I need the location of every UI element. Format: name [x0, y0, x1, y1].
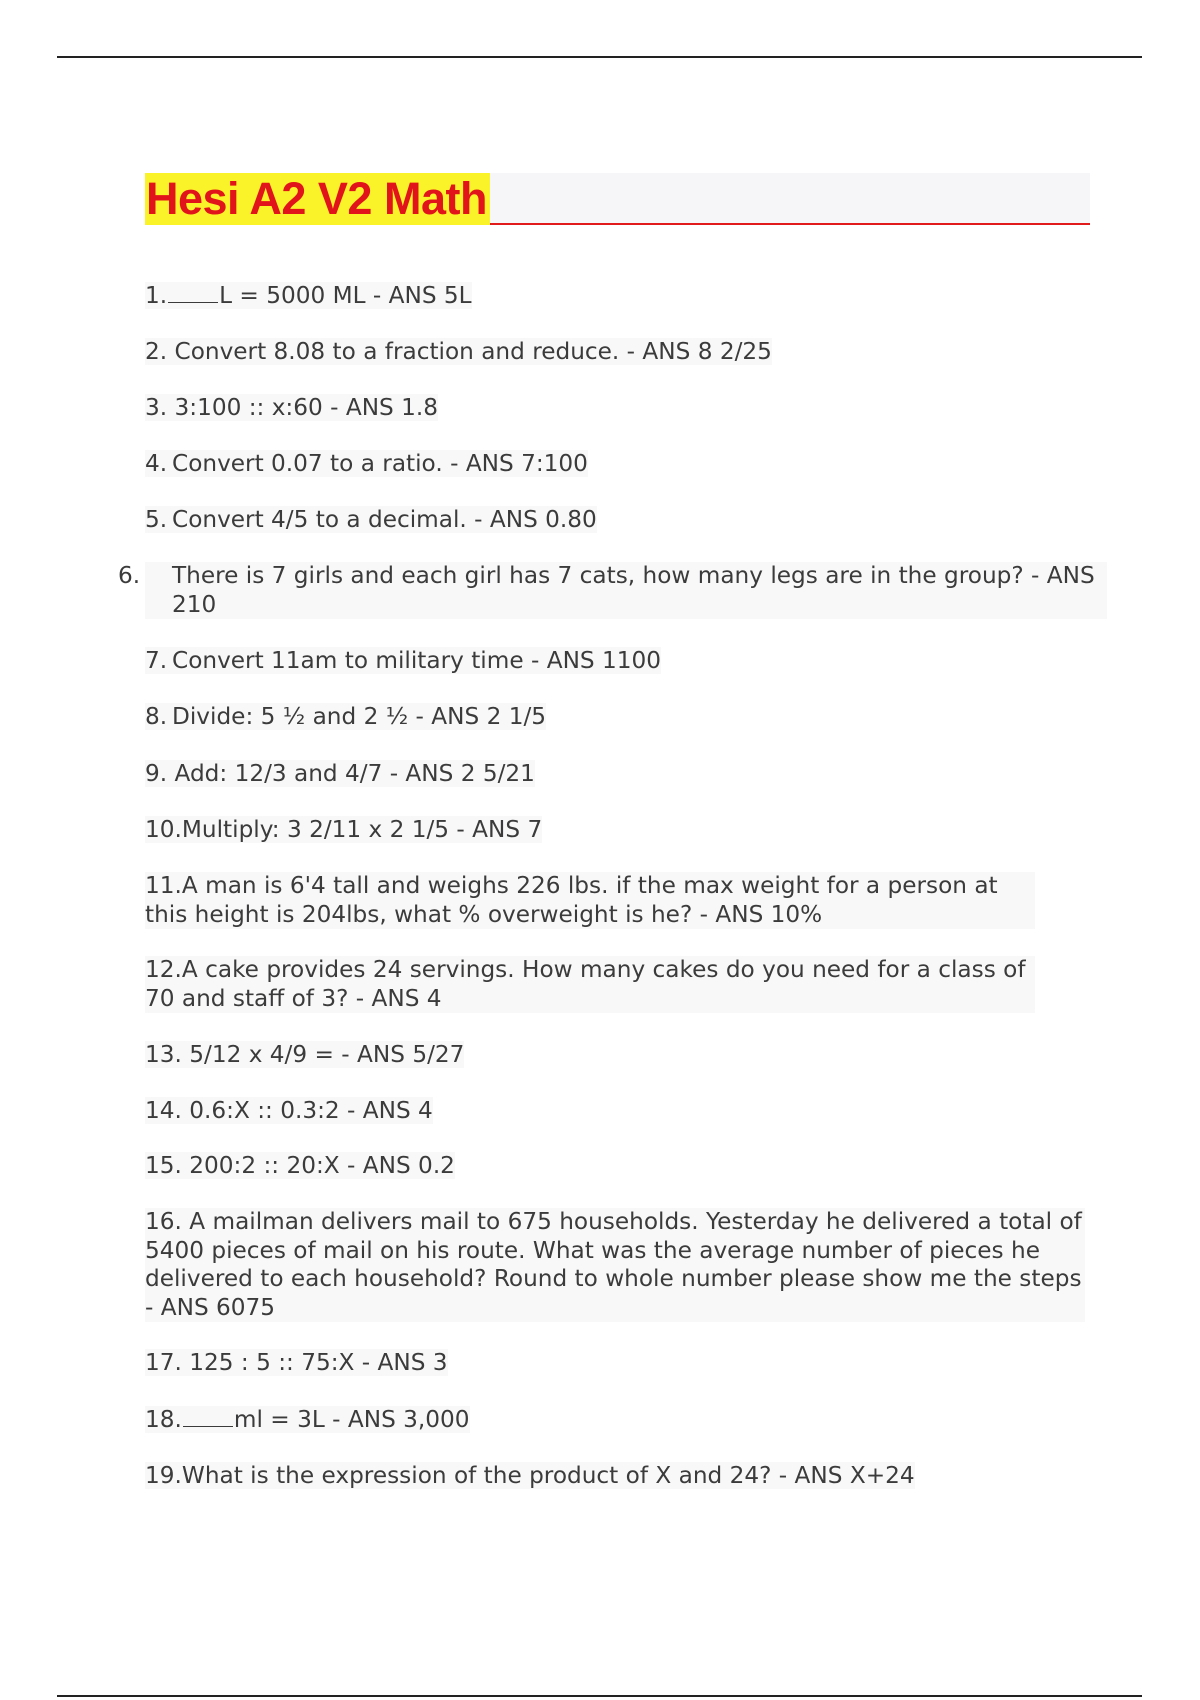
question-number: 15.: [145, 1152, 182, 1179]
question-item: [145, 956, 1035, 1013]
question-text: 0.6:X :: 0.3:2 - ANS 4: [189, 1097, 433, 1124]
question-number: 8.: [145, 703, 168, 730]
question-text: A man is 6'4 tall and weighs 226 lbs. if the max weight for a person at this height is 204lbs, what % overweight is he? - ANS 10%: [145, 872, 998, 928]
question-item: [145, 506, 597, 535]
question-text: Convert 8.08 to a fraction and reduce. - ANS 8 2/25: [174, 338, 772, 365]
question-item: [145, 394, 438, 423]
top-rule: [57, 56, 1142, 58]
question-number: 9.: [145, 760, 168, 787]
question-item: [145, 1152, 455, 1181]
question-number: 1.: [145, 282, 168, 309]
question-item: [145, 816, 542, 845]
question-item: [145, 338, 772, 367]
question-number: 10.: [145, 816, 182, 843]
question-item: [145, 1041, 464, 1070]
question-text: A mailman delivers mail to 675 households. Yesterday he delivered a total of 5400 pieces of mail on his route. What was the average number of pieces he delivered to each household? Round to whole number please show me the steps - ANS 6075: [145, 1208, 1082, 1321]
question-item: [145, 1349, 448, 1378]
answer-blank: [168, 282, 218, 303]
question-number: 3.: [145, 394, 168, 421]
question-text: What is the expression of the product of X and 24? - ANS X+24: [181, 1462, 915, 1489]
question-number: 16.: [145, 1208, 182, 1235]
question-text: Convert 11am to military time - ANS 1100: [172, 647, 662, 674]
question-text: Add: 12/3 and 4/7 - ANS 2 5/21: [174, 760, 535, 787]
question-text: ml = 3L - ANS 3,000: [233, 1406, 470, 1433]
question-item: [145, 760, 535, 789]
question-item: [145, 1097, 433, 1126]
question-text: Multiply: 3 2/11 x 2 1/5 - ANS 7: [181, 816, 543, 843]
question-number: 5.: [145, 506, 168, 533]
question-item: [145, 1208, 1085, 1322]
question-number: 19.: [145, 1462, 182, 1489]
question-text: A cake provides 24 servings. How many cakes do you need for a class of 70 and staff of 3? - ANS 4: [145, 956, 1026, 1012]
question-number: 6.: [118, 562, 141, 589]
question-text: L = 5000 ML - ANS 5L: [219, 282, 472, 309]
question-text: 125 : 5 :: 75:X - ANS 3: [189, 1349, 448, 1376]
question-text: 3:100 :: x:60 - ANS 1.8: [174, 394, 439, 421]
question-item: [145, 1406, 470, 1435]
question-text: 5/12 x 4/9 = - ANS 5/27: [189, 1041, 465, 1068]
question-item: [145, 872, 1035, 929]
question-number: 17.: [145, 1349, 182, 1376]
question-item: [145, 647, 661, 676]
document-title: Hesi A2 V2 Math: [145, 173, 490, 225]
question-text: There is 7 girls and each girl has 7 cats, how many legs are in the group? - ANS 210: [172, 562, 1095, 618]
question-number: 13.: [145, 1041, 182, 1068]
question-number: 11.: [145, 872, 182, 899]
answer-blank: [183, 1406, 233, 1427]
question-number: 12.: [145, 956, 182, 983]
question-number: 18.: [145, 1406, 182, 1433]
question-number: 2.: [145, 338, 168, 365]
question-text: Convert 4/5 to a decimal. - ANS 0.80: [172, 506, 597, 533]
question-text: 200:2 :: 20:X - ANS 0.2: [189, 1152, 455, 1179]
question-item: [145, 282, 472, 311]
question-item: [145, 450, 588, 479]
question-item: [145, 703, 546, 732]
question-text: Convert 0.07 to a ratio. - ANS 7:100: [172, 450, 588, 477]
question-number: 7.: [145, 647, 168, 674]
question-number: 4.: [145, 450, 168, 477]
question-item: [118, 562, 1095, 619]
question-number: 14.: [145, 1097, 182, 1124]
question-text: Divide: 5 ½ and 2 ½ - ANS 2 1/5: [172, 703, 547, 730]
bottom-rule: [57, 1695, 1142, 1697]
question-item: [145, 1462, 915, 1491]
